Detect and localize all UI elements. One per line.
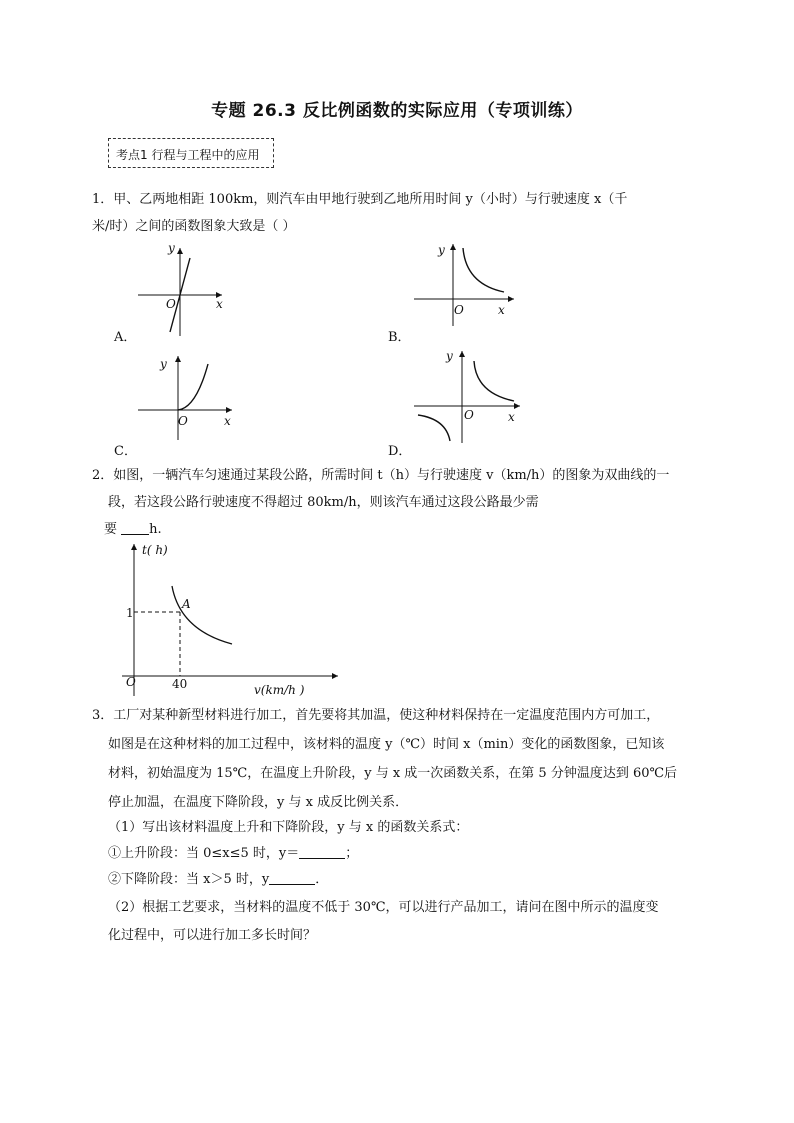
- q1-a-origin: O: [166, 297, 176, 311]
- q2-answer-blank[interactable]: [121, 520, 149, 535]
- q2-ylabel: t( h): [142, 543, 168, 557]
- q3-sub2-line1: （2）根据工艺要求，当材料的温度不低于 30℃，可以进行产品加工，请问在图中所示的温度变: [108, 900, 659, 915]
- q2-line1: 2．如图，一辆汽车匀速通过某段公路，所需时间 t（h）与行驶速度 v（km/h）的图象为双曲线的一: [92, 468, 670, 483]
- q2-line3-prefix: 要: [104, 522, 122, 537]
- q1-line2: 米/时）之间的函数图象大致是（ ）: [92, 219, 296, 234]
- q3-sub1a: [108, 844, 358, 864]
- q1-option-a: A．: [114, 330, 137, 345]
- q2-tick-x: 40: [172, 677, 188, 691]
- q3-line1: 3．工厂对某种新型材料进行加工，首先要将其加温，使这种材料保持在一定温度范围内方可加工，: [92, 708, 660, 723]
- section-tag: 考点1 行程与工程中的应用: [116, 148, 260, 162]
- q1-graph-d: [410, 345, 525, 445]
- q3-sub1a-prefix: ①上升阶段：当 0≤x≤5 时，y＝: [108, 846, 300, 861]
- q1-graph-b: [410, 240, 520, 330]
- q2-line2: 段，若这段公路行驶速度不得超过 80km/h，则该汽车通过这段公路最少需: [108, 495, 539, 510]
- q2-line3-suffix: h.: [149, 522, 162, 537]
- q1-option-d: D．: [388, 444, 412, 459]
- page-title: 专题 26.3 反比例函数的实际应用（专项训练）: [211, 101, 583, 121]
- q1-graph-a: [130, 240, 230, 340]
- q3-line2: 如图是在这种材料的加工过程中，该材料的温度 y（℃）时间 x（min）变化的函数图象，已知该: [108, 737, 665, 752]
- q1-line1: 1．甲、乙两地相距 100km，则汽车由甲地行驶到乙地所用时间 y（小时）与行驶速度 x（千: [92, 192, 628, 207]
- q1-graph-c: [130, 350, 240, 440]
- q2-tick-y: 1: [126, 606, 134, 620]
- q3-sub1b-prefix: ②下降阶段：当 x＞5 时，y: [108, 872, 270, 887]
- q2-line3: [104, 520, 162, 540]
- q3-line4: 停止加温，在温度下降阶段，y 与 x 成反比例关系．: [108, 795, 409, 810]
- q1-b-xlabel: x: [498, 303, 505, 317]
- q1-c-ylabel: y: [160, 357, 167, 371]
- q3-sub1: （1）写出该材料温度上升和下降阶段，y 与 x 的函数关系式：: [108, 820, 469, 835]
- q3-sub2-line2: 化过程中，可以进行加工多长时间？: [108, 928, 317, 943]
- q1-option-b: B．: [388, 330, 411, 345]
- q1-b-ylabel: y: [438, 243, 445, 257]
- q3-sub1b-blank[interactable]: [269, 870, 315, 885]
- q1-a-xlabel: x: [216, 297, 223, 311]
- q2-origin: O: [126, 675, 136, 689]
- q1-c-xlabel: x: [224, 414, 231, 428]
- q1-option-c: C．: [114, 444, 137, 459]
- q3-line3: 材料，初始温度为 15℃，在温度上升阶段，y 与 x 成一次函数关系，在第 5 分钟温度达到 60℃后: [108, 766, 678, 781]
- q1-a-ylabel: y: [168, 241, 175, 255]
- q1-c-origin: O: [178, 414, 188, 428]
- q2-point-a: A: [182, 597, 191, 611]
- q3-sub1b-suffix: ．: [315, 872, 329, 887]
- q1-d-xlabel: x: [508, 410, 515, 424]
- q2-graph: [110, 540, 340, 700]
- q3-sub1b: [108, 870, 328, 890]
- q3-sub1a-suffix: ；: [345, 846, 359, 861]
- q2-xlabel: v(km/h ): [254, 683, 305, 697]
- q3-sub1a-blank[interactable]: [299, 844, 345, 859]
- q1-d-origin: O: [464, 408, 474, 422]
- q1-d-ylabel: y: [446, 349, 453, 363]
- q1-b-origin: O: [454, 303, 464, 317]
